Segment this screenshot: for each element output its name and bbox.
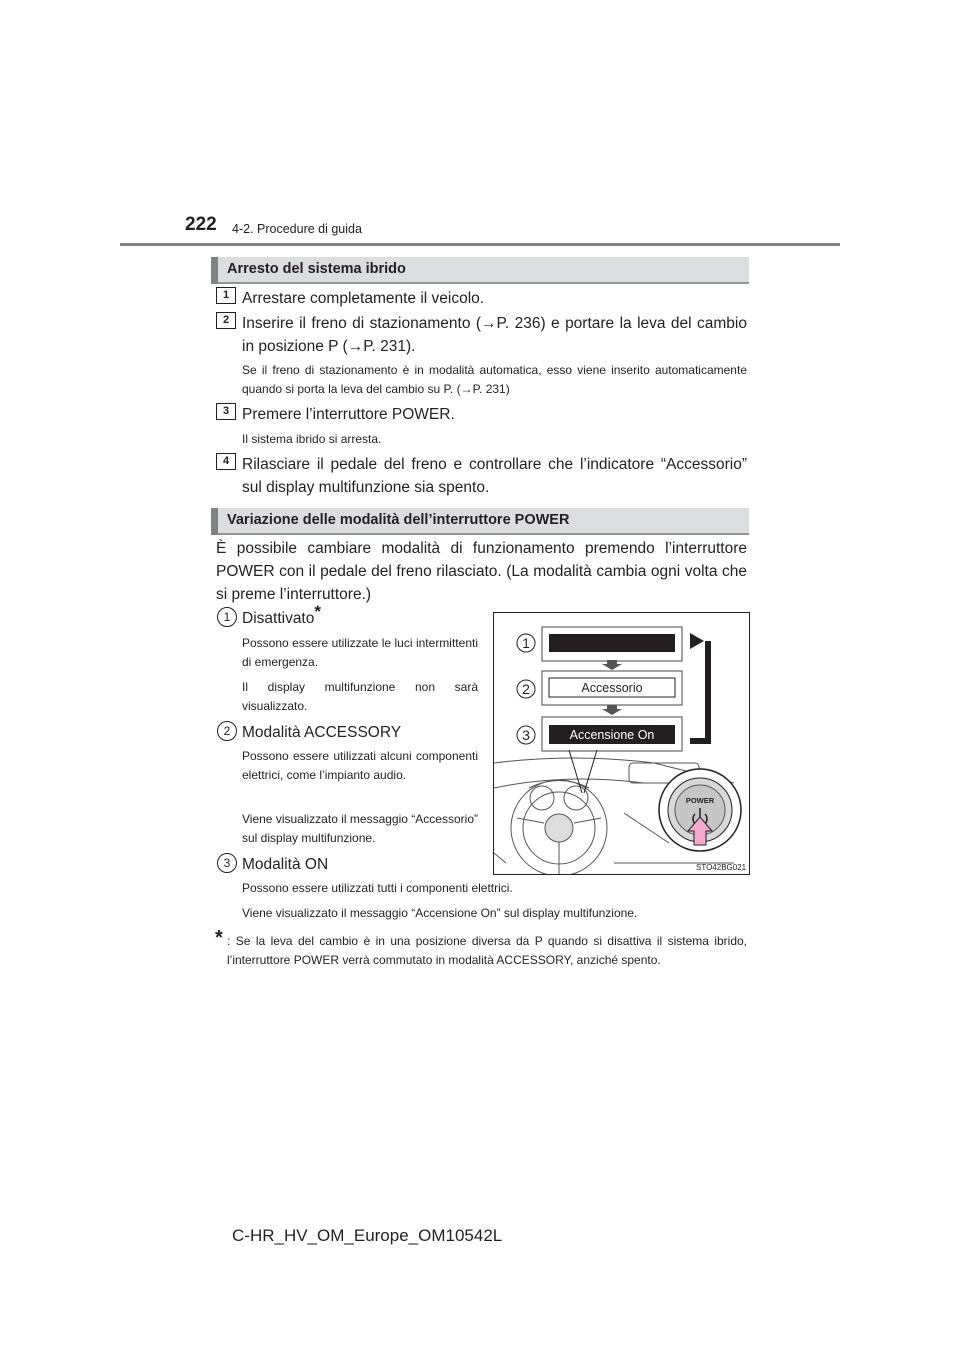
mode-title-1: Disattivato* xyxy=(242,602,321,627)
mode-1-line-1: Possono essere utilizzate le luci intermittenti di emergenza. xyxy=(242,636,478,669)
document-code: C-HR_HV_OM_Europe_OM10542L xyxy=(232,1226,503,1245)
section-heading-power-modes xyxy=(211,508,749,535)
step-number-4: 4 xyxy=(216,453,236,470)
figure-label-2: 2 xyxy=(522,681,530,697)
step-note-3: Il sistema ibrido si arresta. xyxy=(242,432,382,446)
mode-3-line-2: Viene visualizzato il messaggio “Accensione On” sul display multifunzione. xyxy=(242,906,638,920)
figure-label-3: 3 xyxy=(522,727,530,743)
mode-number-2: 2 xyxy=(217,721,237,741)
figure-code: STO42BG021 xyxy=(696,863,747,872)
mode-title-2: Modalità ACCESSORY xyxy=(242,724,402,741)
step-number-3: 3 xyxy=(216,403,236,420)
section-title: Variazione delle modalità dell’interruttore POWER xyxy=(227,512,570,528)
mode-1-line-2: Il display multifunzione non sarà visualizzato. xyxy=(242,680,478,713)
power-mode-illustration xyxy=(493,612,750,875)
footnote-mark: * xyxy=(215,927,223,949)
header-rule xyxy=(120,243,840,246)
step-note-2: Se il freno di stazionamento è in modalità automatica, esso viene inserito automaticamente quando si porta la leva del cambio su P. (→P. 231) xyxy=(242,363,747,396)
step-number-1: 1 xyxy=(216,287,236,304)
step-text-2: Inserire il freno di stazionamento (→P. 236) e portare la leva del cambio in posizione P (→P. 231). xyxy=(242,315,747,355)
running-head: 4-2. Procedure di guida xyxy=(232,222,362,236)
section-title: Arresto del sistema ibrido xyxy=(227,261,406,277)
power-button-label: POWER xyxy=(685,796,715,805)
step-text-4: Rilasciare il pedale del freno e controllare che l’indicatore “Accessorio” sul display multifunzione sia spento. xyxy=(242,456,747,496)
section-intro: È possibile cambiare modalità di funzionamento premendo l’interruttore POWER con il pedale del freno rilasciato. (La modalità cambia ogni volta che si preme l’interruttore.) xyxy=(216,540,747,603)
section-heading-stop xyxy=(211,257,749,284)
section-accent xyxy=(211,508,218,535)
mode-number-3: 3 xyxy=(217,853,237,873)
page-number: 222 xyxy=(185,214,217,235)
footnote-text: : Se la leva del cambio è in una posizione diversa da P quando si disattiva il sistema ibrido, l’interruttore POWER verrà commutato in modalità ACCESSORY, anziché spento. xyxy=(227,934,747,967)
step-text-1: Arrestare completamente il veicolo. xyxy=(242,290,485,307)
figure-label-1: 1 xyxy=(522,635,530,651)
footnote-star: * xyxy=(314,602,321,621)
mode-title-3: Modalità ON xyxy=(242,856,329,873)
display-on-text: Accensione On xyxy=(569,728,655,742)
mode-3-line-1: Possono essere utilizzati tutti i componenti elettrici. xyxy=(242,881,513,895)
mode-2-line-2: Viene visualizzato il messaggio “Accessorio” sul display multifunzione. xyxy=(242,812,478,845)
display-accessory-text: Accessorio xyxy=(581,681,643,695)
mode-number-1: 1 xyxy=(217,607,237,627)
step-text-3: Premere l’interruttore POWER. xyxy=(242,406,455,423)
mode-2-line-1: Possono essere utilizzati alcuni componenti elettrici, come l’impianto audio. xyxy=(242,749,478,782)
section-accent xyxy=(211,257,218,284)
step-number-2: 2 xyxy=(216,312,236,329)
